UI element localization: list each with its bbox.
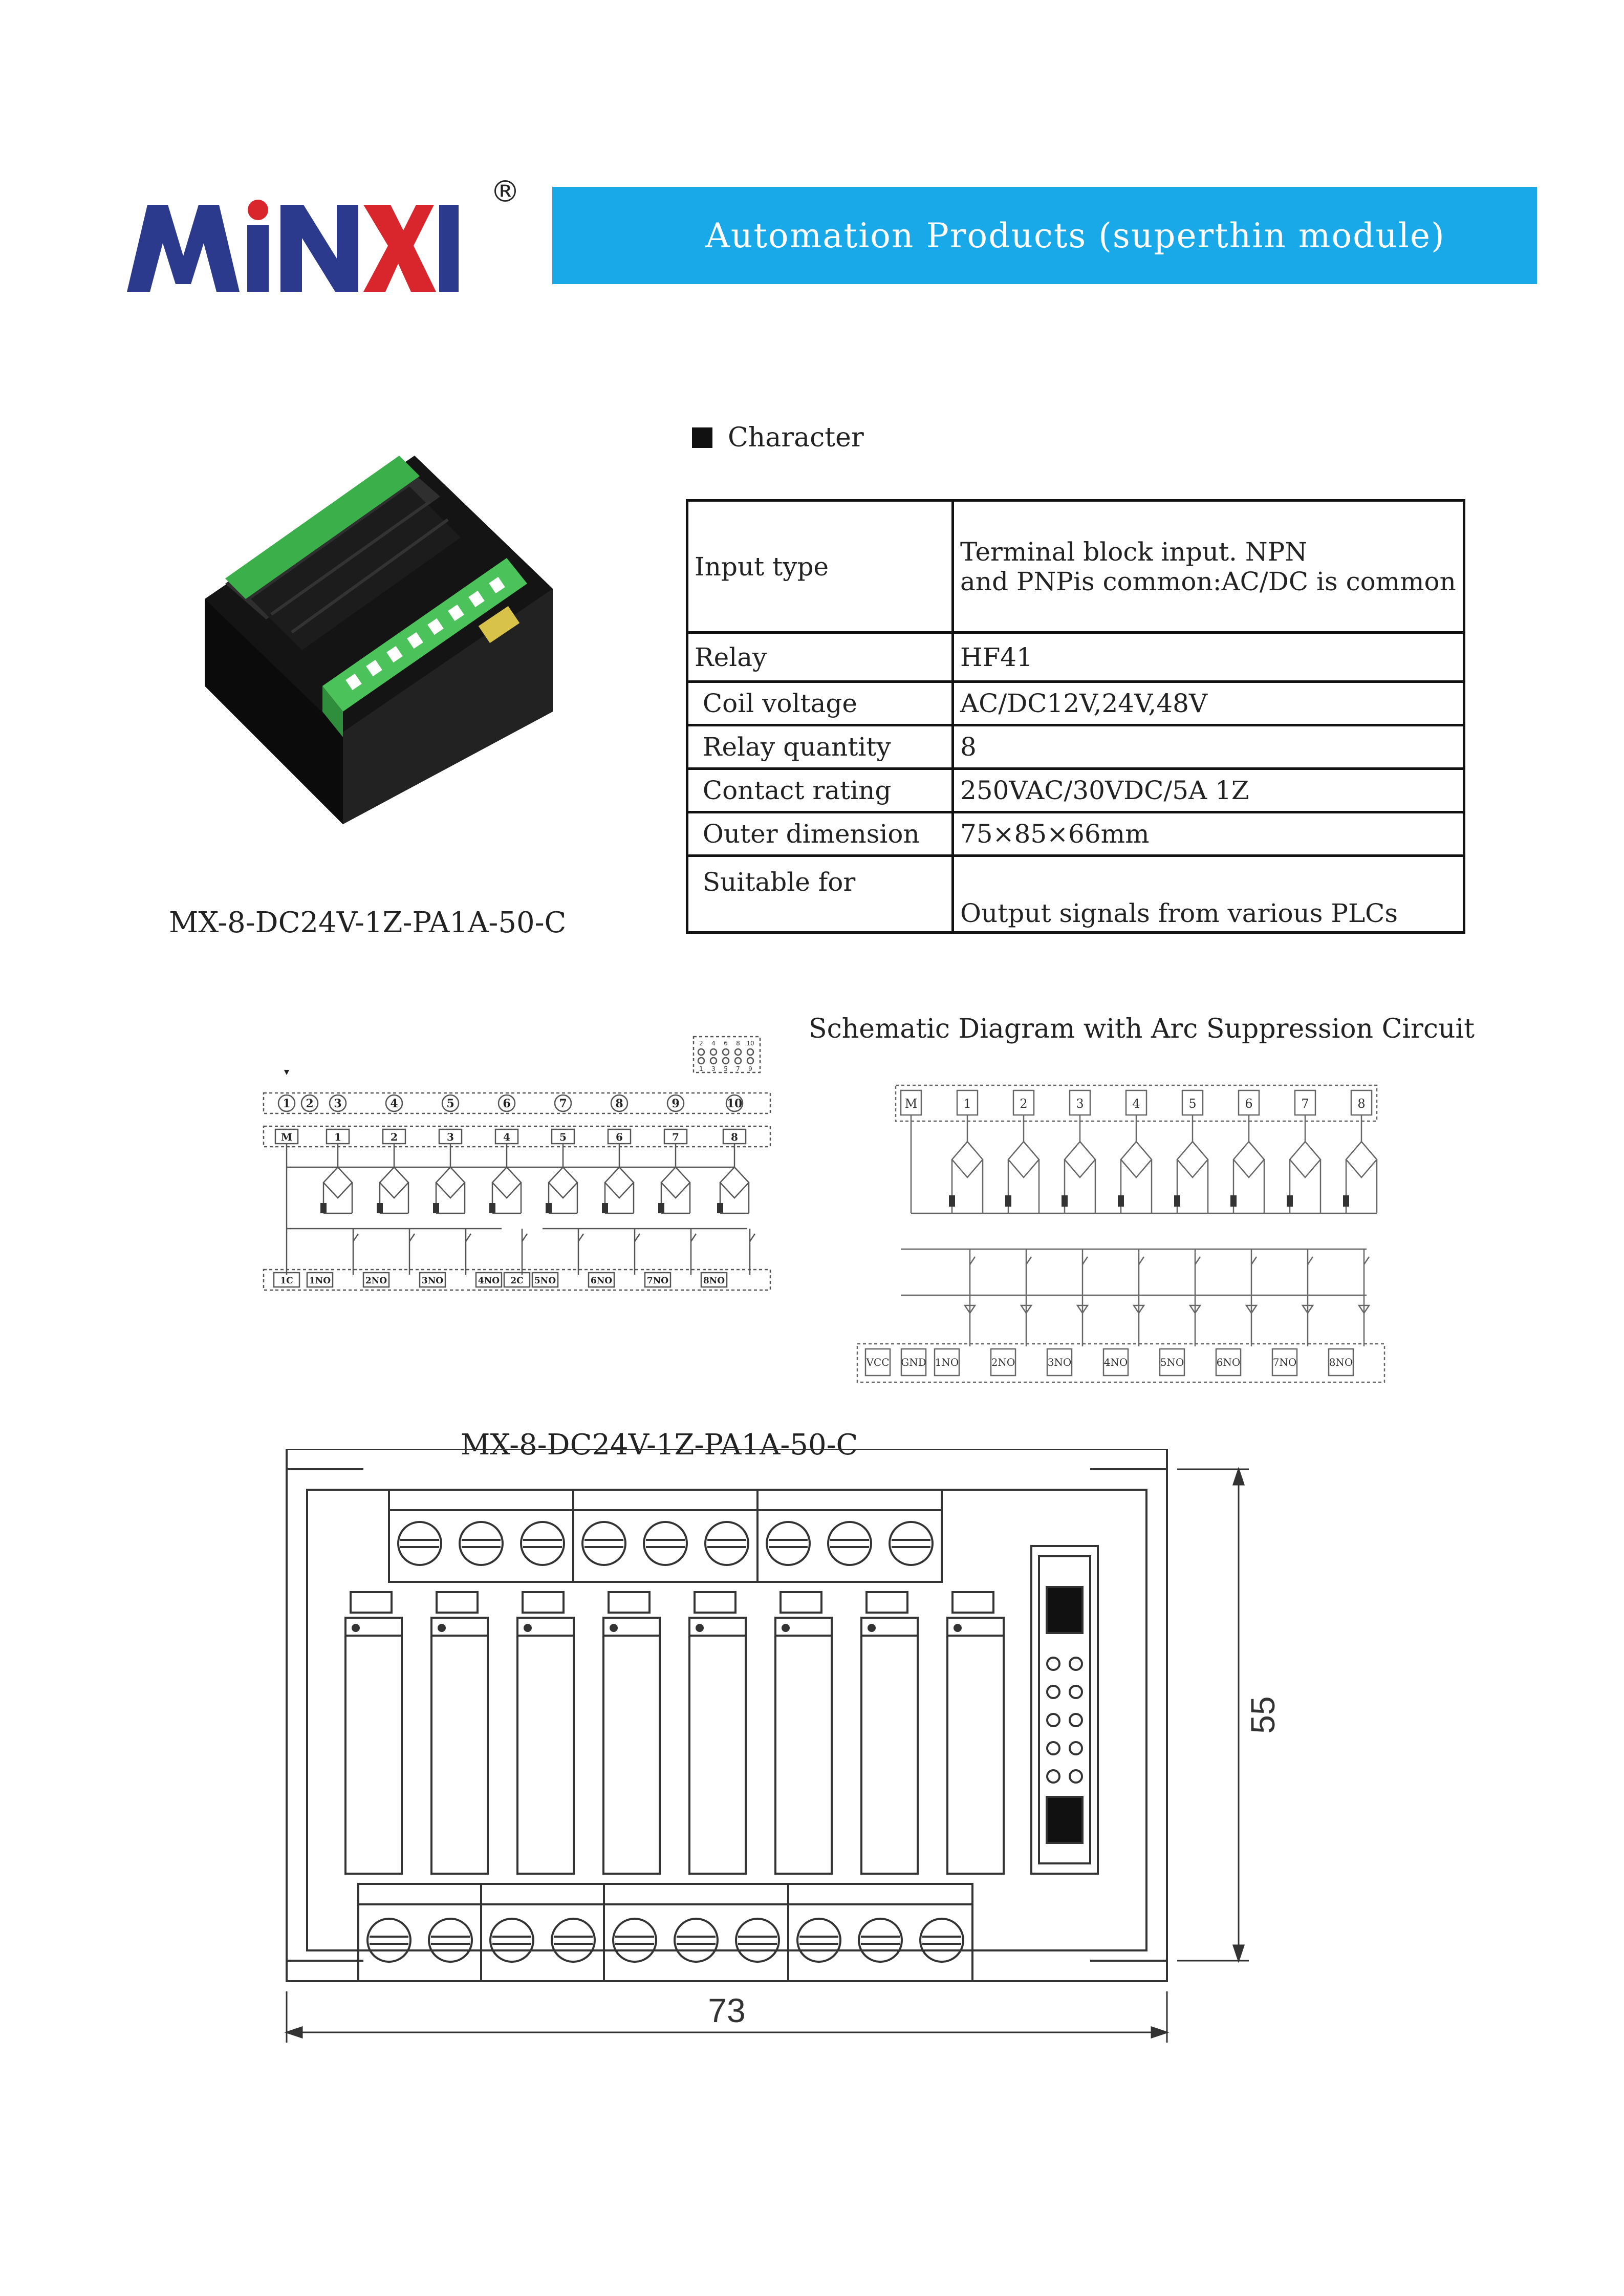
output-terminal-label: 2NO xyxy=(991,1356,1015,1368)
connector-pin xyxy=(723,1058,729,1064)
connector-pin-number: 8 xyxy=(736,1040,740,1047)
connector-pin-number: 5 xyxy=(724,1065,728,1072)
character-heading-text: Character xyxy=(728,422,864,453)
top-terminal-block xyxy=(389,1490,942,1582)
terminal-screw xyxy=(797,1919,840,1962)
relay-coil xyxy=(320,1203,327,1213)
connector-pin-number: 9 xyxy=(748,1065,752,1072)
terminal-number: 8 xyxy=(615,1097,623,1110)
output-terminal-label: 2C xyxy=(510,1276,524,1286)
terminal-screw xyxy=(859,1919,902,1962)
terminal-screw xyxy=(920,1919,963,1962)
relay-contact xyxy=(750,1234,755,1241)
output-terminal-label: 7NO xyxy=(646,1276,669,1286)
spec-value: 75×85×66mm xyxy=(953,812,1464,856)
product-photo xyxy=(194,445,558,824)
terminal-housing xyxy=(389,1490,942,1582)
schematic-title: Schematic Diagram with Arc Suppression Circuit xyxy=(809,1014,1475,1044)
relay-coil xyxy=(1230,1195,1237,1207)
output-terminal-label: 6NO xyxy=(590,1276,613,1286)
input-terminal-label: M xyxy=(904,1097,918,1111)
relay-coil xyxy=(489,1203,495,1213)
led-indicator xyxy=(523,1592,564,1613)
bridge-rectifier xyxy=(1177,1142,1208,1177)
input-terminal-label: M xyxy=(280,1131,293,1143)
bridge-rectifier xyxy=(323,1167,352,1198)
spec-value-line: Terminal block input. NPN xyxy=(960,537,1307,567)
input-terminal-label: 5 xyxy=(559,1131,567,1143)
table-row xyxy=(687,812,1464,856)
relay-contact xyxy=(970,1257,975,1264)
relay-coil xyxy=(1062,1195,1068,1207)
table-row xyxy=(687,725,1464,769)
relay-coil xyxy=(1287,1195,1293,1207)
table-row xyxy=(687,769,1464,812)
table-row xyxy=(687,501,1464,633)
output-terminal-label: 1NO xyxy=(309,1276,331,1286)
spec-value: 250VAC/30VDC/5A 1Z xyxy=(953,769,1464,812)
terminal-screw xyxy=(398,1522,441,1565)
relay-coil xyxy=(433,1203,439,1213)
connector-pin-number: 4 xyxy=(711,1040,716,1047)
connector-pin-number: 6 xyxy=(724,1040,728,1047)
relay-coil xyxy=(546,1203,552,1213)
spec-key: Relay xyxy=(687,633,953,682)
spec-key: Suitable for xyxy=(687,856,953,933)
bridge-rectifier xyxy=(380,1167,408,1198)
output-terminal-label: 1C xyxy=(280,1276,293,1286)
relay-contact xyxy=(578,1234,583,1241)
connector-pin-number: 3 xyxy=(711,1065,716,1072)
terminal-screw xyxy=(890,1522,933,1565)
connector-pin xyxy=(747,1049,753,1055)
input-terminal-label: 5 xyxy=(1188,1097,1197,1111)
terminal-housing xyxy=(358,1884,972,1981)
table-row xyxy=(687,856,1464,933)
relay-contact xyxy=(1308,1257,1313,1264)
table-row xyxy=(687,633,1464,682)
idc-pin xyxy=(1047,1742,1059,1754)
bridge-rectifier xyxy=(1346,1142,1377,1177)
input-terminal-label: 4 xyxy=(503,1131,510,1143)
relay-contact xyxy=(1251,1257,1257,1264)
relay-contact xyxy=(635,1234,640,1241)
terminal-screw xyxy=(521,1522,564,1565)
terminal-number: 5 xyxy=(446,1097,454,1110)
terminal-number: 4 xyxy=(390,1097,398,1110)
relay-coil xyxy=(949,1195,955,1207)
output-terminal-label: 3NO xyxy=(421,1276,444,1286)
schematic-left xyxy=(256,1034,783,1321)
terminal-screw xyxy=(613,1919,656,1962)
input-terminal-label: 6 xyxy=(616,1131,623,1143)
input-terminal-label: 3 xyxy=(1076,1097,1084,1111)
terminal-number: 10 xyxy=(726,1097,743,1110)
input-terminal-label: 3 xyxy=(447,1131,454,1143)
relay-contact xyxy=(353,1234,358,1241)
spec-key: Contact rating xyxy=(687,769,953,812)
spec-value xyxy=(953,501,1464,633)
terminal-screw xyxy=(644,1522,687,1565)
character-heading xyxy=(692,422,864,453)
input-terminal-label: 7 xyxy=(672,1131,679,1143)
relay-outline xyxy=(517,1618,574,1874)
input-terminal-label: 8 xyxy=(731,1131,738,1143)
terminal-screw xyxy=(490,1919,533,1962)
output-terminal-label: 7NO xyxy=(1272,1356,1297,1368)
output-terminal-label: 2NO xyxy=(365,1276,387,1286)
terminal-number: 7 xyxy=(559,1097,567,1110)
terminal-number: 1 xyxy=(283,1097,291,1110)
spec-key: Relay quantity xyxy=(687,725,953,769)
bridge-rectifier xyxy=(436,1167,465,1198)
output-terminal-label: 8NO xyxy=(1329,1356,1353,1368)
input-terminal-label: 8 xyxy=(1357,1097,1366,1111)
idc-pin xyxy=(1047,1770,1059,1783)
output-terminal-label: 6NO xyxy=(1216,1356,1241,1368)
relay-outline xyxy=(345,1618,402,1874)
led-indicator xyxy=(781,1592,821,1613)
table-row xyxy=(687,682,1464,725)
output-terminal-label: 4NO xyxy=(478,1276,500,1286)
output-terminal-label: GND xyxy=(901,1356,926,1368)
relay-contact xyxy=(691,1234,696,1241)
relay-pin1-dot xyxy=(783,1625,789,1631)
connector-pin xyxy=(710,1058,717,1064)
relay-outline xyxy=(431,1618,488,1874)
connector-pin-number: 2 xyxy=(699,1040,703,1047)
page-banner: Automation Products (superthin module) xyxy=(552,187,1537,284)
connector-pin xyxy=(735,1049,741,1055)
relay-contact xyxy=(1082,1257,1088,1264)
connector-pin xyxy=(710,1049,717,1055)
spec-value: HF41 xyxy=(953,633,1464,682)
led-indicator xyxy=(609,1592,649,1613)
terminal-screw xyxy=(460,1522,503,1565)
relay-pin1-dot xyxy=(439,1625,445,1631)
terminal-screw xyxy=(705,1522,748,1565)
spec-key: Input type xyxy=(687,501,953,633)
drawing-model-label: MX-8-DC24V-1Z-PA1A-50-C xyxy=(461,1428,858,1462)
spec-value-line: and PNPis common:AC/DC is common xyxy=(960,566,1456,596)
spec-value: AC/DC12V,24V,48V xyxy=(953,682,1464,725)
idc-pin xyxy=(1047,1714,1059,1726)
idc-pin xyxy=(1070,1714,1082,1726)
input-terminal-label: 1 xyxy=(334,1131,341,1143)
input-terminal-label: 4 xyxy=(1132,1097,1140,1111)
relay-contact xyxy=(1139,1257,1144,1264)
terminal-number: 9 xyxy=(672,1097,680,1110)
connector-pin xyxy=(723,1049,729,1055)
connector-pin-number: 1 xyxy=(699,1065,703,1072)
bridge-rectifier xyxy=(549,1167,577,1198)
relay-coil xyxy=(658,1203,664,1213)
connector-pin xyxy=(735,1058,741,1064)
connector-pin-number: 7 xyxy=(736,1065,740,1072)
relay-coil xyxy=(602,1203,608,1213)
terminal-number: 6 xyxy=(503,1097,511,1110)
relay-contact xyxy=(1026,1257,1031,1264)
relay-pin1-dot xyxy=(955,1625,961,1631)
bridge-rectifier xyxy=(720,1167,749,1198)
relay-outline xyxy=(689,1618,746,1874)
relay-pin1-dot xyxy=(611,1625,617,1631)
character-table xyxy=(686,499,1465,934)
relay-contact xyxy=(1195,1257,1200,1264)
idc-pin xyxy=(1047,1686,1059,1698)
connector-pin xyxy=(698,1058,704,1064)
relay-pin1-dot xyxy=(525,1625,531,1631)
output-terminal-label: 8NO xyxy=(703,1276,725,1286)
relay-pin1-dot xyxy=(869,1625,875,1631)
minxi-logo xyxy=(127,195,460,297)
relay-coil xyxy=(1174,1195,1180,1207)
output-terminal-label: 3NO xyxy=(1047,1356,1072,1368)
led-indicator xyxy=(351,1592,392,1613)
relay-outline xyxy=(603,1618,660,1874)
terminal-number: 3 xyxy=(334,1097,342,1110)
product-model-label: MX-8-DC24V-1Z-PA1A-50-C xyxy=(169,906,567,939)
idc-connector xyxy=(1031,1546,1098,1874)
relay-coil xyxy=(1118,1195,1124,1207)
registered-mark: ® xyxy=(490,174,520,209)
led-indicator xyxy=(695,1592,735,1613)
bridge-rectifier xyxy=(1008,1142,1039,1177)
input-terminal-label: 2 xyxy=(391,1131,398,1143)
height-dimension: 55 xyxy=(1244,1696,1282,1734)
relay-contact xyxy=(409,1234,415,1241)
relay-coil xyxy=(717,1203,723,1213)
output-terminal-label: 4NO xyxy=(1103,1356,1128,1368)
idc-pin xyxy=(1070,1686,1082,1698)
terminal-screw xyxy=(675,1919,718,1962)
output-terminal-label: 5NO xyxy=(534,1276,556,1286)
bottom-terminal-block xyxy=(358,1884,972,1981)
relay-coil xyxy=(1343,1195,1349,1207)
bridge-rectifier xyxy=(952,1142,983,1177)
terminal-screw xyxy=(736,1919,779,1962)
relay-outline xyxy=(775,1618,832,1874)
schematic-right xyxy=(855,1080,1387,1387)
spec-key: Coil voltage xyxy=(687,682,953,725)
input-terminal-label: 6 xyxy=(1245,1097,1253,1111)
pin1-marker xyxy=(284,1070,289,1075)
bridge-rectifier xyxy=(1290,1142,1320,1177)
relay-contact xyxy=(522,1234,527,1241)
idc-pin xyxy=(1070,1770,1082,1783)
connector-pin-number: 10 xyxy=(746,1040,754,1047)
input-terminal-label: 2 xyxy=(1020,1097,1028,1111)
bridge-rectifier xyxy=(492,1167,521,1198)
terminal-screw xyxy=(552,1919,595,1962)
connector-pin xyxy=(698,1049,704,1055)
output-terminal-label: 1NO xyxy=(935,1356,959,1368)
relay-outline xyxy=(861,1618,918,1874)
idc-pin xyxy=(1070,1742,1082,1754)
relay-row xyxy=(345,1592,1004,1874)
terminal-screw xyxy=(429,1919,472,1962)
spec-key: Outer dimension xyxy=(687,812,953,856)
output-terminal-label: VCC xyxy=(866,1356,890,1368)
square-bullet-icon xyxy=(692,427,712,448)
relay-outline xyxy=(947,1618,1004,1874)
terminal-screw xyxy=(367,1919,410,1962)
relay-pin1-dot xyxy=(697,1625,703,1631)
input-terminal-label: 7 xyxy=(1301,1097,1309,1111)
relay-coil xyxy=(1005,1195,1011,1207)
relay-pin1-dot xyxy=(353,1625,359,1631)
idc-pin xyxy=(1047,1658,1059,1670)
relay-contact xyxy=(466,1234,471,1241)
bridge-rectifier xyxy=(1233,1142,1264,1177)
terminal-number: 2 xyxy=(306,1097,314,1110)
led-indicator xyxy=(952,1592,993,1613)
terminal-screw xyxy=(582,1522,625,1565)
input-terminal-label: 1 xyxy=(963,1097,971,1111)
bridge-rectifier xyxy=(605,1167,634,1198)
bridge-rectifier xyxy=(1065,1142,1095,1177)
relay-coil xyxy=(377,1203,383,1213)
led-indicator xyxy=(437,1592,478,1613)
idc-pin xyxy=(1070,1658,1082,1670)
connector-pin xyxy=(747,1058,753,1064)
terminal-screw xyxy=(767,1522,810,1565)
relay-contact xyxy=(1364,1257,1369,1264)
led-indicator xyxy=(867,1592,907,1613)
spec-value: 8 xyxy=(953,725,1464,769)
terminal-screw xyxy=(828,1522,871,1565)
dimension-drawing xyxy=(276,1449,1336,2089)
output-terminal-label: 5NO xyxy=(1160,1356,1184,1368)
width-dimension: 73 xyxy=(708,1991,746,2029)
bridge-rectifier xyxy=(661,1167,690,1198)
spec-value: Output signals from various PLCs xyxy=(953,856,1464,933)
bridge-rectifier xyxy=(1121,1142,1152,1177)
